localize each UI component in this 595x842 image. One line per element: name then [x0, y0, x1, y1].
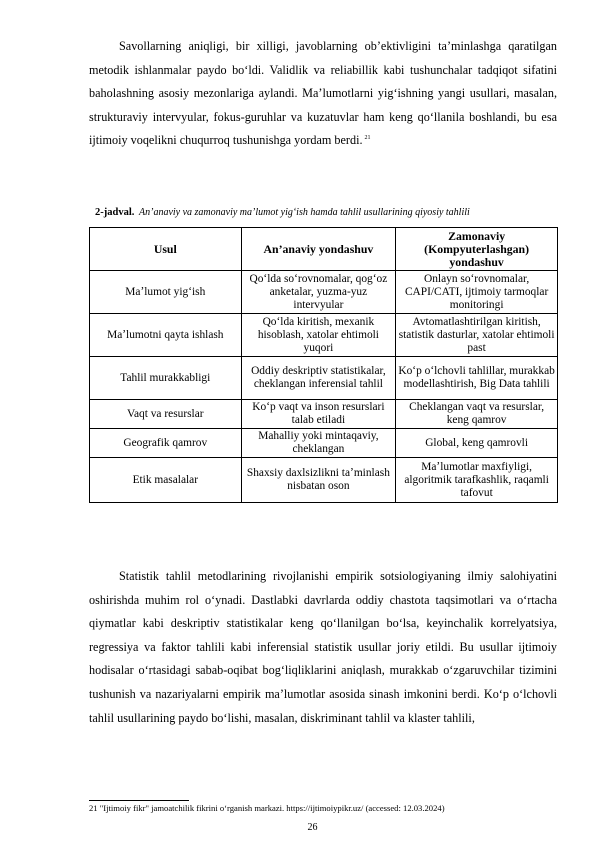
- table-header-cell: Usul: [90, 228, 242, 271]
- table-caption-text: An’anaviy va zamonaviy maʼlumot yigʻish hamda tahlil usullarining qiyosiy tahlili: [139, 207, 470, 218]
- page-number: 26: [307, 822, 318, 833]
- table-cell: Koʻp oʻlchovli tahlillar, murakkab modellashtirish, Big Data tahlili: [396, 357, 558, 400]
- table-cell: Qoʻlda soʻrovnomalar, qogʻoz anketalar, yuzma-yuz intervyular: [241, 271, 396, 314]
- table-header-cell: Zamonaviy (Kompyuterlashgan) yondashuv: [396, 228, 558, 271]
- table-cell: Global, keng qamrovli: [396, 429, 558, 458]
- table-cell: Maʼlumotlar maxfiyligi, algoritmik tarafkashlik, raqamli tafovut: [396, 458, 558, 503]
- table-row: [90, 271, 558, 314]
- footnote-divider: [89, 800, 189, 801]
- table-caption: [95, 207, 565, 218]
- table-cell: Mahalliy yoki mintaqaviy, cheklangan: [241, 429, 396, 458]
- comparison-table: [89, 227, 558, 503]
- table-caption-label: 2-jadval.: [95, 207, 135, 218]
- table-header-cell: An’anaviy yondashuv: [241, 228, 396, 271]
- table-row: [90, 400, 558, 429]
- table-row: [90, 314, 558, 357]
- table-cell: Maʼlumotni qayta ishlash: [90, 314, 242, 357]
- footnote-reference: 21: [364, 135, 371, 142]
- table-cell: Onlayn soʻrovnomalar, CAPI/CATI, ijtimoiy tarmoqlar monitoringi: [396, 271, 558, 314]
- table-row: [90, 357, 558, 400]
- table-cell: Maʼlumot yigʻish: [90, 271, 242, 314]
- table-cell: Tahlil murakkabligi: [90, 357, 242, 400]
- body-paragraph-2: Statistik tahlil metodlarining rivojlanishi empirik sotsiologiyaning ilmiy salohiyatini oshirishda muhim rol oʻynadi. Dastlabki davrlarda oddiy chastota taqsimotlari va oʻrtacha qiymatlar kabi deskriptiv statistikalar keng qoʻllanilgan boʻlsa, keyinchalik korrelyatsiya, regressiya va faktor tahlili kabi inferensial statistik usullar joriy etildi. Bu usullar ijtimoiy hodisalar oʻrtasidagi sabab-oqibat bogʻliqliklarini aniqlash, murakkab oʻzgaruvchilar tizimini tushunish va nazariyalarni empirik maʼlumotlar asosida sinash imkonini berdi. Koʻp oʻlchovli tahlil usullarining paydo boʻlishi, masalan, diskriminant tahlil va klaster tahlili,: [89, 569, 557, 725]
- table-cell: Etik masalalar: [90, 458, 242, 503]
- table-header-row: [90, 228, 558, 271]
- table-cell: Cheklangan vaqt va resurslar, keng qamrov: [396, 400, 558, 429]
- table-cell: Oddiy deskriptiv statistikalar, cheklangan inferensial tahlil: [241, 357, 396, 400]
- table-cell: Koʻp vaqt va inson resurslari talab etiladi: [241, 400, 396, 429]
- table-row: [90, 458, 558, 503]
- footnote: 21 "Ijtimoiy fikr" jamoatchilik fikrini oʻrganish markazi. https://ijtimoiypikr.uz/ (accessed: 12.03.2024): [89, 803, 445, 813]
- table-cell: Qoʻlda kiritish, mexanik hisoblash, xatolar ehtimoli yuqori: [241, 314, 396, 357]
- paragraph-1-text: Savollarning aniqligi, bir xilligi, javoblarning obʼektivligini taʼminlashga qaratilgan metodik ishlanmalar paydo boʻldi. Validlik va reliabillik kabi tushunchalar tadqiqot sifatini baholashning asosiy mezonlariga aylandi. Maʼlumotlarni yigʻishning yangi usullari, masalan, strukturaviy intervyular, fokus-guruhlar va kuzatuvlar ham keng qoʻllanila boshlandi, bu esa ijtimoiy voqelikni chuqurroq tushunishga yordam berdi.: [89, 39, 557, 148]
- table-row: [90, 429, 558, 458]
- table-cell: Shaxsiy daxlsizlikni taʼminlash nisbatan oson: [241, 458, 396, 503]
- table-cell: Avtomatlashtirilgan kiritish, statistik dasturlar, xatolar ehtimoli past: [396, 314, 558, 357]
- table-cell: Vaqt va resurslar: [90, 400, 242, 429]
- body-paragraph-1: [89, 35, 557, 153]
- table-cell: Geografik qamrov: [90, 429, 242, 458]
